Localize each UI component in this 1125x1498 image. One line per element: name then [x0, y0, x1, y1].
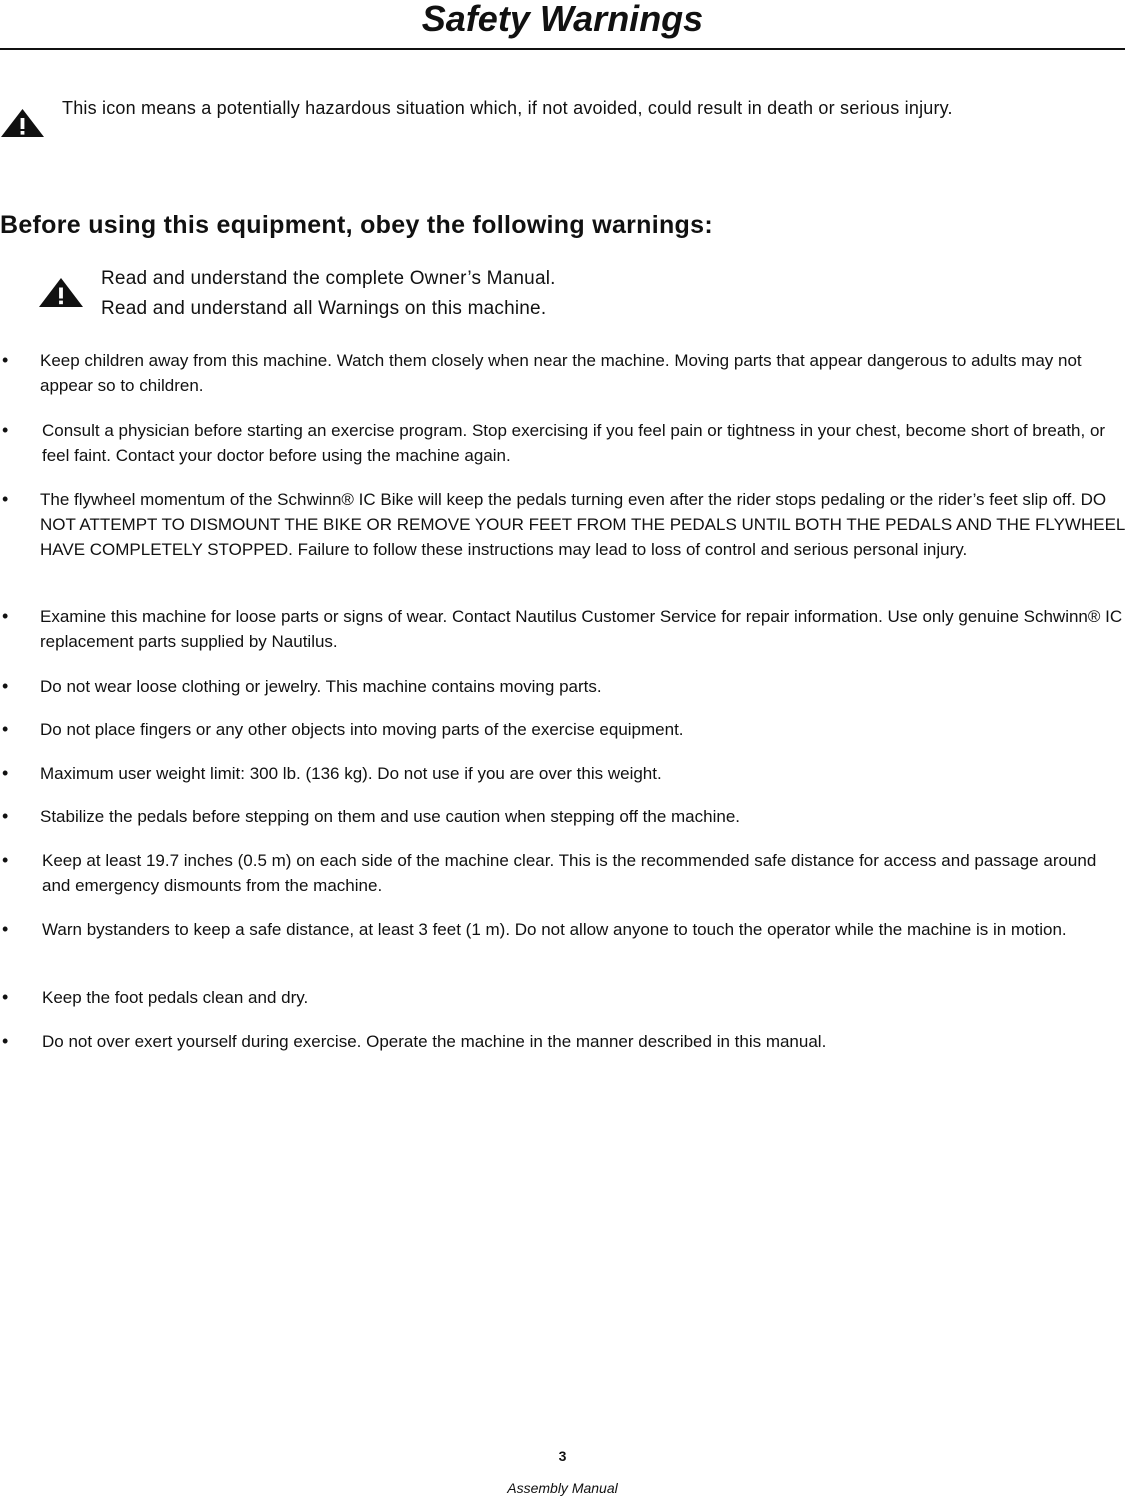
warning-triangle-icon [38, 277, 84, 308]
bullet: • [2, 763, 9, 783]
bullet: • [2, 420, 9, 440]
warning-text: Keep at least 19.7 inches (0.5 m) on each side of the machine clear. This is the recommended safe distance for access and passage around and emergency dismounts from the machine. [42, 851, 1097, 895]
icon-explanation: This icon means a potentially hazardous situation which, if not avoided, could result in death or serious injury. [62, 98, 953, 118]
warning-text: Do not over exert yourself during exercise. Operate the machine in the manner described in this manual. [42, 1032, 827, 1051]
bullet: • [2, 850, 9, 870]
page-title: Safety Warnings [421, 0, 704, 39]
bullet: • [2, 676, 9, 696]
read-manual-line: Read and understand the complete Owner’s Manual. [101, 268, 556, 289]
read-manual-notice [101, 264, 556, 324]
warning-triangle-icon [0, 108, 45, 138]
warning-text: Warn bystanders to keep a safe distance, at least 3 feet (1 m). Do not allow anyone to touch the operator while the machine is in motion. [42, 920, 1067, 939]
warning-text: Consult a physician before starting an exercise program. Stop exercising if you feel pain or tightness in your chest, become short of breath, or feel faint. Contact your doctor before using the machine again. [42, 421, 1106, 465]
read-warnings-line: Read and understand all Warnings on this machine. [101, 298, 547, 319]
bullet: • [2, 987, 9, 1007]
bullet: • [2, 719, 9, 739]
footer-label: Assembly Manual [507, 1480, 618, 1496]
title-divider [0, 48, 1125, 50]
page-number: 3 [558, 1448, 567, 1464]
warning-text: Do not place fingers or any other objects into moving parts of the exercise equipment. [40, 720, 684, 739]
bullet: • [2, 919, 9, 939]
warning-text: Stabilize the pedals before stepping on them and use caution when stepping off the machine. [40, 807, 740, 826]
bullet: • [2, 350, 9, 370]
warning-text: Examine this machine for loose parts or signs of wear. Contact Nautilus Customer Service for repair information. Use only genuine Schwinn® IC replacement parts supplied by Nautilus. [40, 607, 1123, 651]
warning-text: Do not wear loose clothing or jewelry. This machine contains moving parts. [40, 677, 602, 696]
bullet: • [2, 1031, 9, 1051]
bullet: • [2, 489, 9, 509]
bullet: • [2, 606, 9, 626]
section-heading: Before using this equipment, obey the following warnings: [0, 211, 713, 239]
warning-text: Keep children away from this machine. Watch them closely when near the machine. Moving parts that appear dangerous to adults may not appear so to children. [40, 351, 1082, 395]
warning-text: Keep the foot pedals clean and dry. [42, 988, 309, 1007]
bullet: • [2, 806, 9, 826]
warning-text: The flywheel momentum of the Schwinn® IC Bike will keep the pedals turning even after the rider stops pedaling or the rider’s feet slip off. DO NOT ATTEMPT TO DISMOUNT THE BIKE OR REMOVE YOUR FEET FROM THE PEDALS UNTIL BOTH THE PEDALS AND THE FLYWHEEL HAVE COMPLETELY STOPPED. Failure to follow these instructions may lead to loss of control and serious personal injury. [40, 490, 1125, 559]
warning-text: Maximum user weight limit: 300 lb. (136 kg). Do not use if you are over this weight. [40, 764, 662, 783]
